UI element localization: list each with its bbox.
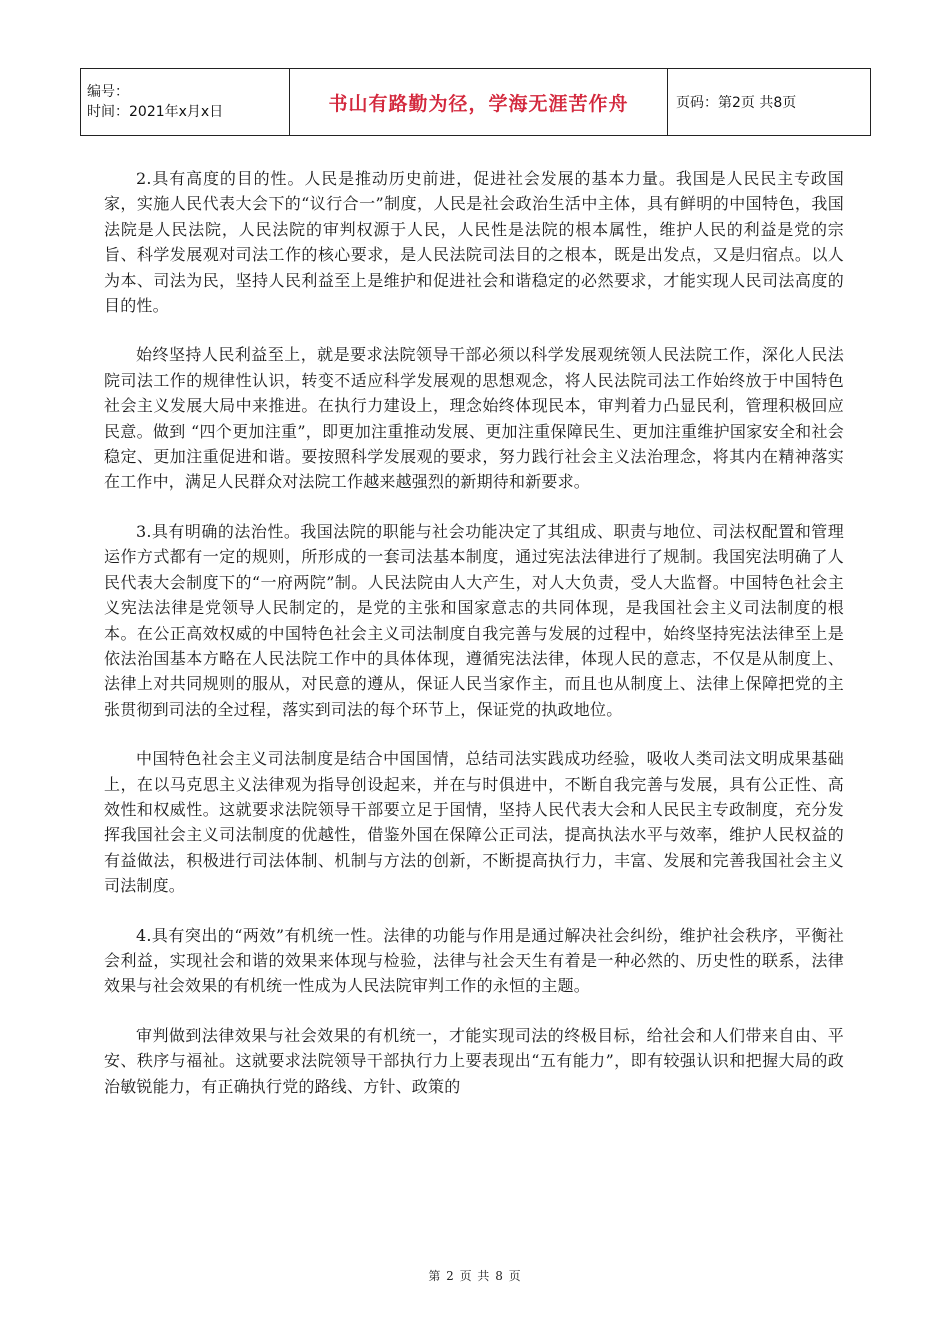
paragraph: 审判做到法律效果与社会效果的有机统一，才能实现司法的终极目标，给社会和人们带来自由、平安、秩序与福祉。这就要求法院领导干部执行力上要表现出“五有能力”，即有较强认识和把握大局的政治敏锐能力，有正确执行党的路线、方针、政策的 (104, 1025, 844, 1096)
document-header (80, 68, 871, 136)
paragraph: 2.具有高度的目的性。人民是推动历史前进，促进社会发展的基本力量。我国是人民民主专政国家，实施人民代表大会下的“议行合一”制度，人民是社会政治生活中主体，具有鲜明的中国特色，我国法院是人民法院，人民法院的审判权源于人民，人民性是法院的根本属性，维护人民的利益是党的宗旨、科学发展观对司法工作的核心要求，是人民法院司法目的之根本，既是出发点，又是归宿点。以人为本、司法为民，坚持人民利益至上是维护和促进社会和谐稳定的必然要求，才能实现人民司法高度的目的性。 (104, 169, 844, 316)
paragraph: 中国特色社会主义司法制度是结合中国国情，总结司法实践成功经验，吸收人类司法文明成果基础上，在以马克思主义法律观为指导创设起来，并在与时俱进中，不断自我完善与发展，具有公正性、高效性和权威性。这就要求法院领导干部要立足于国情，坚持人民代表大会和人民民主专政制度，充分发挥我国社会主义司法制度的优越性，借鉴外国在保障公正司法，提高执法水平与效率，维护人民权益的有益做法，积极进行司法体制、机制与方法的创新，不断提高执行力，丰富、发展和完善我国社会主义司法制度。 (104, 749, 844, 896)
header-meta-cell (81, 69, 290, 136)
document-body (104, 166, 844, 1123)
header-motto: 书山有路勤为径，学海无涯苦作舟 (290, 69, 668, 136)
paragraph: 始终坚持人民利益至上，就是要求法院领导干部必须以科学发展观统领人民法院工作，深化人民法院司法工作的规律性认识，转变不适应科学发展观的思想观念，将人民法院司法工作始终放于中国特色社会主义发展大局中来推进。在执行力建设上，理念始终体现民本，审判着力凸显民利，管理积极回应民意。做到 “四个更加注重”，即更加注重推动发展、更加注重保障民生、更加注重维护国家安全和社会稳定、更加注重促进和谐。要按照科学发展观的要求，努力践行社会主义法治理念，将其内在精神落实在工作中，满足人民群众对法院工作越来越强烈的新期待和新要求。 (104, 345, 844, 492)
paragraph: 3.具有明确的法治性。我国法院的职能与社会功能决定了其组成、职责与地位、司法权配置和管理运作方式都有一定的规则，所形成的一套司法基本制度，通过宪法法律进行了规制。我国宪法明确了人民代表大会制度下的“一府两院”制。人民法院由人大产生，对人大负责，受人大监督。中国特色社会主义宪法法律是党领导人民制定的，是党的主张和国家意志的共同体现，是我国社会主义司法制度的根本。在公正高效权威的中国特色社会主义司法制度自我完善与发展的过程中，始终坚持宪法法律至上是依法治国基本方略在人民法院工作中的具体体现，遵循宪法法律，体现人民的意志，不仅是从制度上、法律上对共同规则的服从，对民意的遵从，保证人民当家作主，而且也从制度上、法律上保障把党的主张贯彻到司法的全过程，落实到司法的每个环节上，保证党的执政地位。 (104, 521, 844, 719)
time-label: 时间：2021年x月x日 (87, 104, 224, 120)
paragraph: 4.具有突出的“两效”有机统一性。法律的功能与作用是通过解决社会纠纷，维护社会秩序，平衡社会利益，实现社会和谐的效果来体现与检验，法律与社会天生有着是一种必然的、历史性的联系，法律效果与社会效果的有机统一性成为人民法院审判工作的永恒的主题。 (104, 925, 844, 996)
number-label: 编号： (87, 84, 129, 100)
page-footer: 第 2 页 共 8 页 (428, 1269, 522, 1283)
header-page-code: 页码：第2页 共8页 (668, 69, 871, 136)
